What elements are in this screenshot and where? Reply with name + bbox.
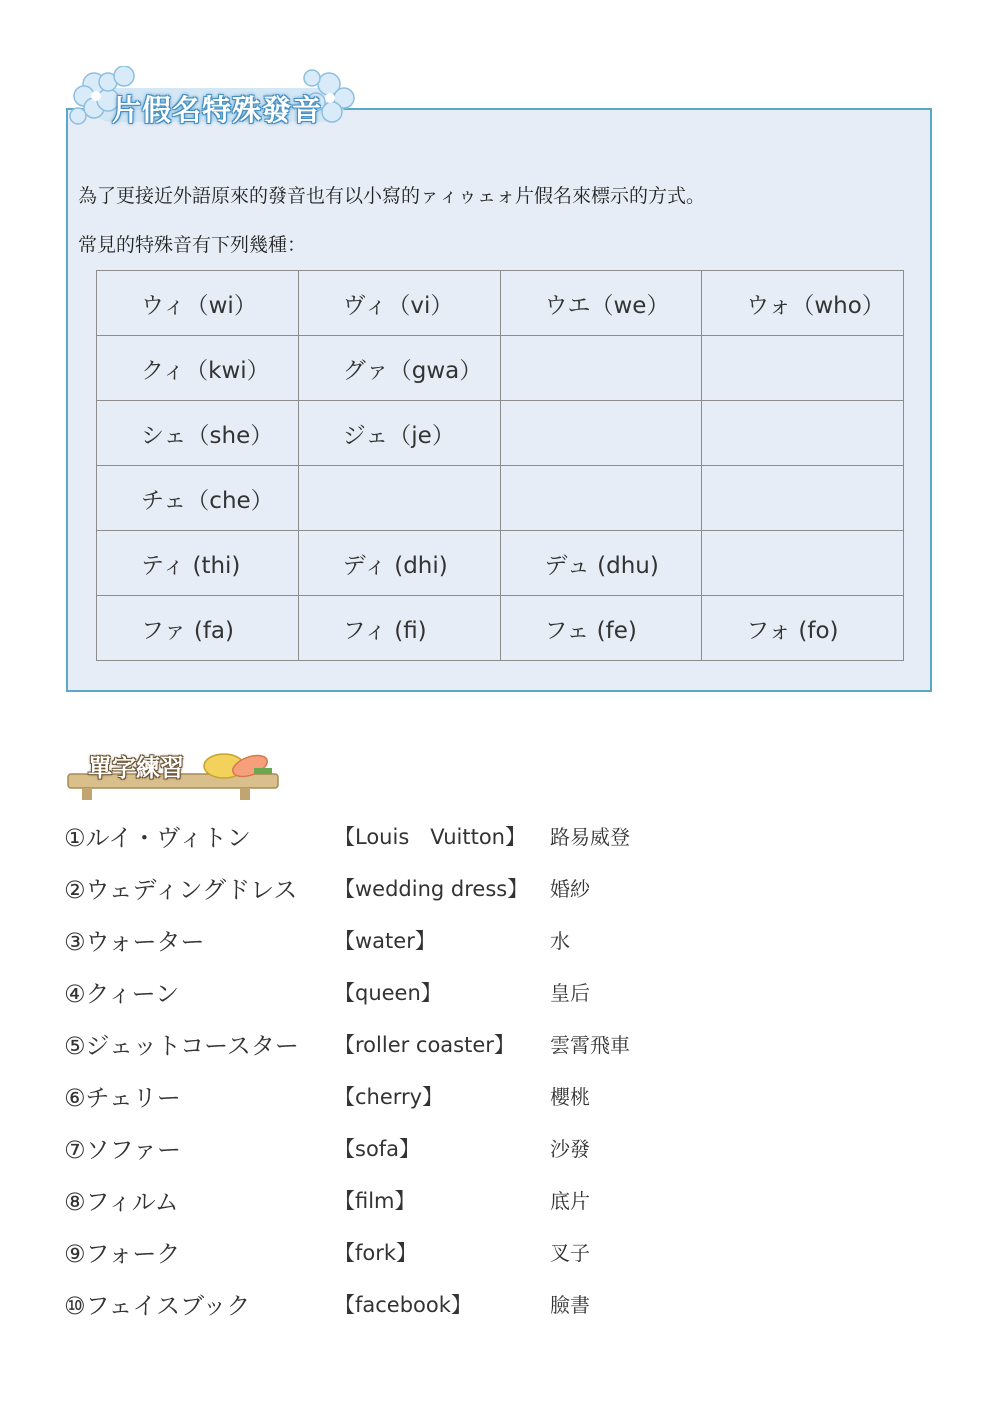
word-chinese: 櫻桃 xyxy=(550,1085,590,1109)
word-chinese: 路易威登 xyxy=(550,825,630,849)
list-item xyxy=(64,818,764,858)
word-japanese: ⑦ソファー xyxy=(64,1136,182,1164)
table-row xyxy=(97,466,904,531)
table-cell: シェ（she） xyxy=(97,401,299,466)
word-chinese: 臉書 xyxy=(550,1293,590,1317)
table-row xyxy=(97,531,904,596)
word-japanese: ③ウォーター xyxy=(64,928,205,956)
table-cell: ディ (dhi) xyxy=(298,531,500,596)
word-chinese: 雲霄飛車 xyxy=(550,1033,630,1057)
intro-text: 為了更接近外語原來的發音也有以小寫的ァィゥェォ片假名來標示的方式。 xyxy=(78,185,706,207)
table-cell xyxy=(702,401,904,466)
table-cell xyxy=(298,466,500,531)
vocab-section-title: 單字練習 xyxy=(88,754,184,782)
word-japanese: ⑨フォーク xyxy=(64,1240,181,1268)
word-english: 【roller coaster】 xyxy=(334,1033,515,1057)
word-english: 【fork】 xyxy=(334,1241,418,1265)
table-row xyxy=(97,596,904,661)
word-chinese: 皇后 xyxy=(550,981,590,1005)
intro-subtext: 常見的特殊音有下列幾種： xyxy=(78,234,307,256)
list-item xyxy=(64,1234,764,1274)
table-cell: フェ (fe) xyxy=(500,596,702,661)
table-cell: デュ (dhu) xyxy=(500,531,702,596)
list-item xyxy=(64,1182,764,1222)
word-chinese: 婚紗 xyxy=(550,877,590,901)
word-english: 【cherry】 xyxy=(334,1085,444,1109)
list-item xyxy=(64,974,764,1014)
list-item xyxy=(64,1130,764,1170)
word-japanese: ①ルイ・ヴィトン xyxy=(64,824,251,852)
table-cell: ウォ（who） xyxy=(702,271,904,336)
word-chinese: 水 xyxy=(550,929,570,953)
table-cell xyxy=(500,401,702,466)
table-row xyxy=(97,401,904,466)
table-cell: フォ (fo) xyxy=(702,596,904,661)
table-cell xyxy=(500,336,702,401)
table-cell xyxy=(702,466,904,531)
table-cell: フィ (fi) xyxy=(298,596,500,661)
table-cell: グァ（gwa） xyxy=(298,336,500,401)
table-cell: ティ (thi) xyxy=(97,531,299,596)
word-english: 【facebook】 xyxy=(334,1293,472,1317)
word-english: 【water】 xyxy=(334,929,436,953)
word-english: 【Louis Vuitton】 xyxy=(334,825,526,849)
word-english: 【queen】 xyxy=(334,981,442,1005)
word-japanese: ⑩フェイスブック xyxy=(64,1292,251,1320)
table-cell: ジェ（je） xyxy=(298,401,500,466)
table-cell xyxy=(702,531,904,596)
table-cell: ファ (fa) xyxy=(97,596,299,661)
list-item xyxy=(64,870,764,910)
section-title: 片假名特殊發音 xyxy=(112,93,323,127)
word-japanese: ⑧フィルム xyxy=(64,1188,179,1216)
table-row xyxy=(97,336,904,401)
special-sounds-table xyxy=(96,270,904,661)
word-english: 【wedding dress】 xyxy=(334,877,529,901)
table-cell: ウエ（we） xyxy=(500,271,702,336)
word-english: 【sofa】 xyxy=(334,1137,421,1161)
table-cell: クィ（kwi） xyxy=(97,336,299,401)
list-item xyxy=(64,1026,764,1066)
word-japanese: ④クィーン xyxy=(64,980,180,1008)
table-cell: ヴィ（vi） xyxy=(298,271,500,336)
word-chinese: 沙發 xyxy=(550,1137,590,1161)
word-japanese: ②ウェディングドレス xyxy=(64,876,298,904)
table-cell: チェ（che） xyxy=(97,466,299,531)
word-japanese: ⑤ジェットコースター xyxy=(64,1032,299,1060)
table-cell: ウィ（wi） xyxy=(97,271,299,336)
word-japanese: ⑥チェリー xyxy=(64,1084,181,1112)
list-item xyxy=(64,922,764,962)
word-chinese: 底片 xyxy=(550,1189,590,1213)
word-english: 【film】 xyxy=(334,1189,416,1213)
list-item xyxy=(64,1078,764,1118)
table-cell xyxy=(500,466,702,531)
table-row xyxy=(97,271,904,336)
word-chinese: 叉子 xyxy=(550,1241,590,1265)
list-item xyxy=(64,1286,764,1326)
table-cell xyxy=(702,336,904,401)
